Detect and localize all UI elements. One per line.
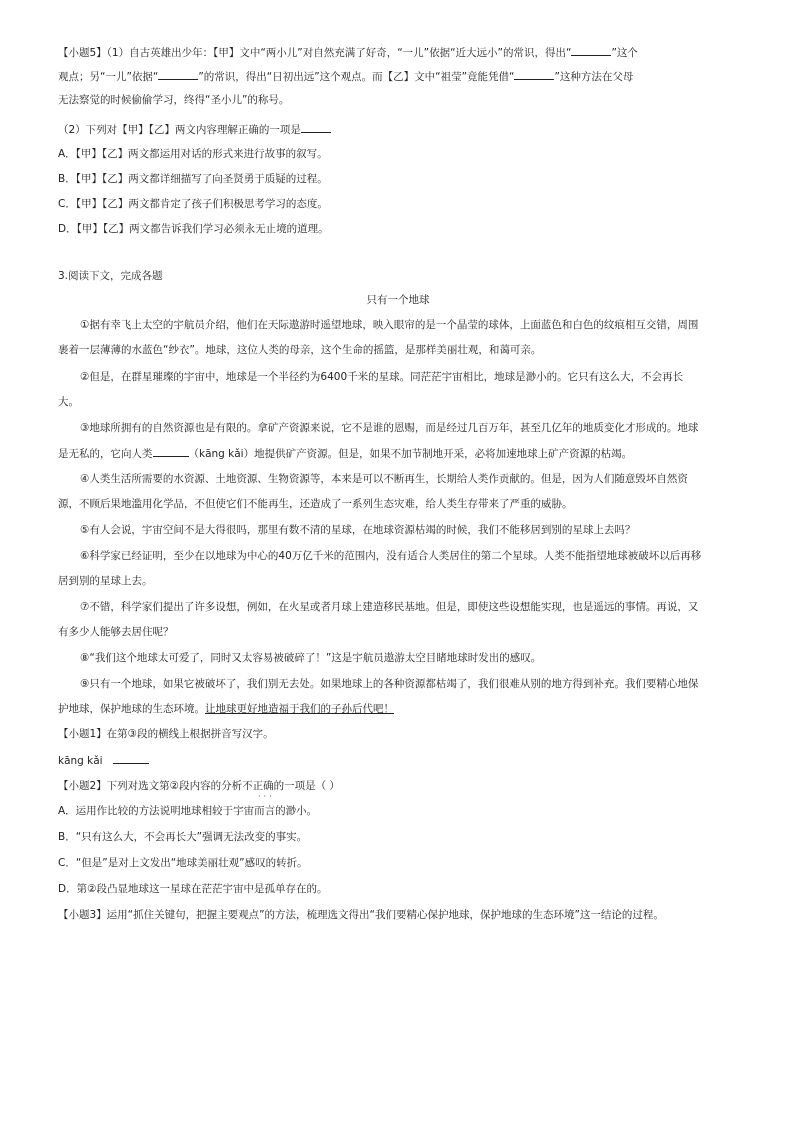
q5-line-2: 观点；另“一儿”依据“ ”的常识，得出“日初出远”这个观点。而【乙】文中“祖莹”竟能凭借“ ”这种方法在父母 [58,68,633,85]
emphasis-dots: ··· [258,792,275,801]
answer-blank[interactable] [158,68,198,80]
sub2-option-c: C．“但是”是对上文发出“地球美丽壮观”感叹的转折。 [58,857,308,869]
paragraph-6-line-1: ⑥科学家已经证明，至少在以地球为中心的40万亿千米的范围内，没有适合人类居住的第二个星球。人类不能指望地球被破坏以后再移 [80,550,702,562]
answer-blank[interactable] [514,68,554,80]
paragraph-7-line-2: 有多少人能够去居住呢？ [58,626,174,638]
paragraph-5: ⑤有人会说，宇宙空间不是大得很吗，那里有数不清的星球，在地球资源枯竭的时候，我们不能移居到别的星球上去吗？ [80,524,636,536]
underlined-sentence: 让地球更好地造福于我们的子孙后代吧！ [205,703,394,715]
q5-line-4: （2）下列对【甲】【乙】两文内容理解正确的一项是 [58,121,331,138]
paragraph-1-line-2: 裹着一层薄薄的水蓝色“纱衣”。地球，这位人类的母亲，这个生命的摇篮，是那样美丽壮观，和蔼可亲。 [58,344,542,356]
q5-line-1: 【小题5】（1）自古英雄出少年：【甲】文中“两小儿”对自然充满了好奇，“一儿”依据“近大远小”的常识，得出“ ”这个 [58,44,638,61]
paragraph-2-line-1: ②但是，在群星璀璨的宇宙中，地球是一个半径约为6400千米的星球。同茫茫宇宙相比，地球是渺小的。它只有这么大，不会再长 [80,371,684,383]
q5-option-a: A．【甲】【乙】两文都运用对话的形式来进行故事的叙写。 [58,148,328,160]
answer-blank[interactable] [113,752,149,764]
paragraph-2-line-2: 大。 [58,396,79,408]
paragraph-3-line-1: ③地球所拥有的自然资源也是有限的。拿矿产资源来说，它不是谁的恩赐，而是经过几百万年，甚至几亿年的地质变化才形成的。地球 [80,422,699,434]
paragraph-4-line-1: ④人类生活所需要的水资源、土地资源、生物资源等，本来是可以不断再生，长期给人类作贡献的。但是，因为人们随意毁坏自然资 [80,473,688,485]
answer-blank[interactable] [153,445,189,457]
paragraph-6-line-2: 居到别的星球上去。 [58,575,153,587]
paragraph-1-line-1: ①据有幸飞上太空的宇航员介绍，他们在天际遨游时遥望地球，映入眼帘的是一个晶莹的球体，上面蓝色和白色的纹痕相互交错，周围 [80,319,699,331]
sub2-option-d: D．第②段凸显地球这一星球在茫茫宇宙中是孤单存在的。 [58,883,328,895]
answer-blank[interactable] [571,44,611,56]
sub3-question: 【小题3】运用“抓住关键句，把握主要观点”的方法，梳理选文得出“我们要精心保护地球，保护地球的生态环境”这一结论的过程。 [58,909,664,921]
paragraph-9-line-1: ⑨只有一个地球，如果它被破坏了，我们别无去处。如果地球上的各种资源都枯竭了，我们很难从别的地方得到补充。我们要精心地保 [80,678,699,690]
q5-line-3: 无法察觉的时候偷偷学习，终得“圣小儿”的称号。 [58,94,290,106]
paragraph-7-line-1: ⑦不错，科学家们提出了许多设想，例如，在火星或者月球上建造移民基地。但是，即使这些设想能实现，也是遥远的事情。再说，又 [80,601,699,613]
section-heading: 3.阅读下文，完成各题 [58,270,163,282]
answer-blank[interactable] [301,121,331,133]
sub2-option-a: A．运用作比较的方法说明地球相较于宇宙而言的渺小。 [58,805,318,817]
q5-option-c: C．【甲】【乙】两文都肯定了孩子们积极思考学习的态度。 [58,198,328,210]
sub2-question: 【小题2】下列对选文第②段内容的分析不正确的一项是（ ） [58,780,340,792]
q5-option-b: B．【甲】【乙】两文都详细描写了向圣贤勇于质疑的过程。 [58,173,328,185]
paragraph-3-line-2: 是无私的，它向人类 （kāng kǎi）地提供矿产资源。但是，如果不加节制地开采，必将加速地球上矿产资源的枯竭。 [58,445,632,462]
q5-option-d: D．【甲】【乙】两文都告诉我们学习必须永无止境的道理。 [58,223,329,235]
paragraph-9-line-2: 护地球，保护地球的生态环境。让地球更好地造福于我们的子孙后代吧！ [58,703,394,715]
sub1-question: 【小题1】在第③段的横线上根据拼音写汉字。 [58,728,274,740]
paragraph-8: ⑧“我们这个地球太可爱了，同时又太容易被破碎了！”这是宇航员遨游太空目睹地球时发出的感叹。 [80,652,542,664]
article-title: 只有一个地球 [366,294,430,306]
paragraph-4-line-2: 源，不顾后果地滥用化学品，不但使它们不能再生，还造成了一系列生态灾难，给人类生存带来了严重的威胁。 [58,498,573,510]
sub2-option-b: B．“只有这么大，不会再长大”强调无法改变的事实。 [58,831,308,843]
sub1-pinyin-line: kāng kǎi [58,752,149,769]
